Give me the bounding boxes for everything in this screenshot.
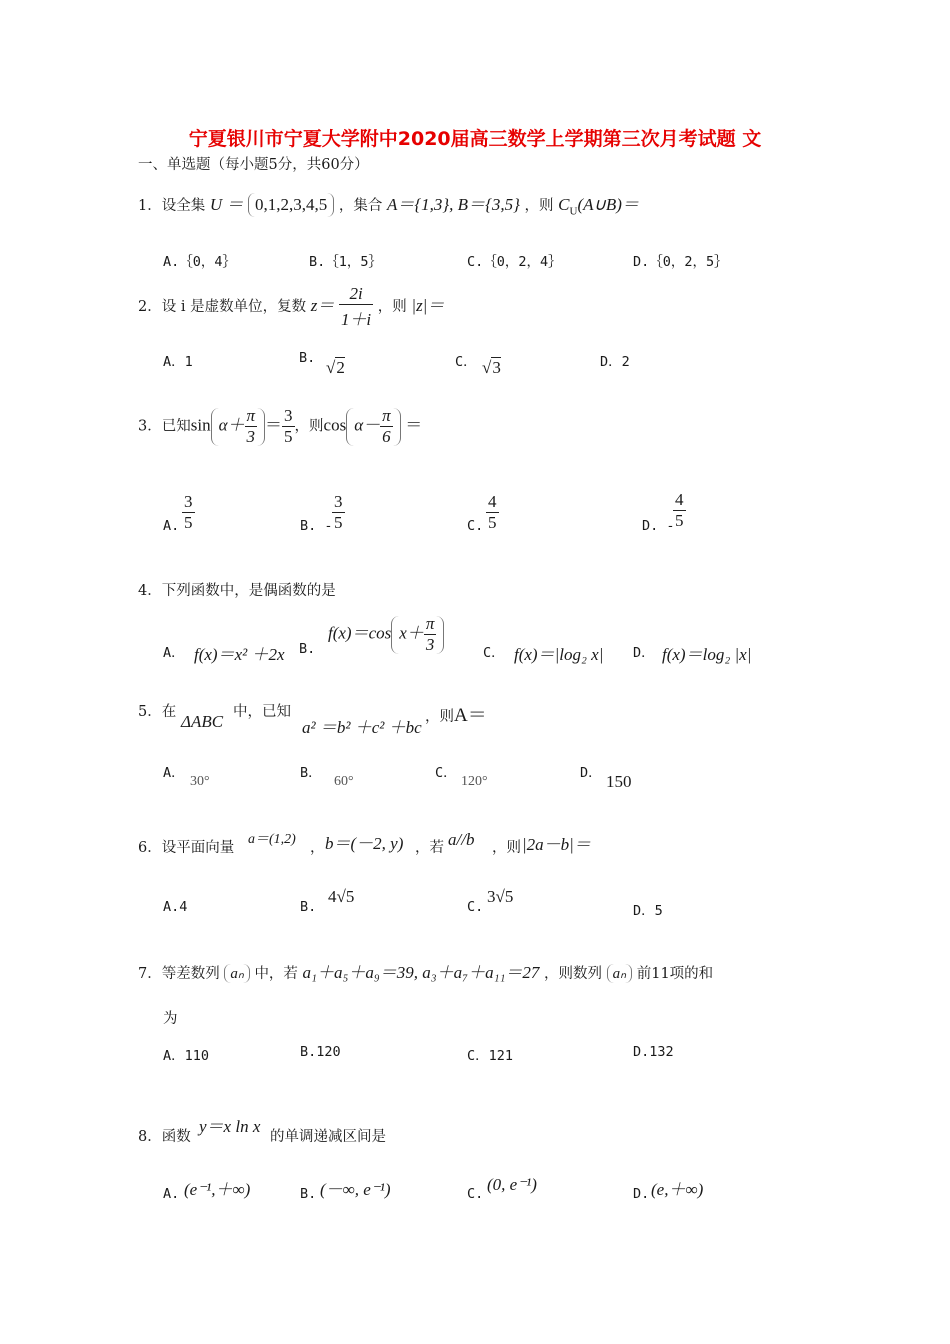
q3-then: ，则 [294,418,324,435]
question-2 [138,284,444,330]
q3-number: 3． [138,418,162,435]
q2-number: 2． [138,299,162,315]
q2-b-value: √2 [326,358,345,377]
q3-alpha-minus: α－ [354,415,381,435]
q7-option-b: B.120 [300,1044,341,1060]
q5-b-value: 60° [334,774,354,789]
q1-option-b: B.｛1，5｝ [309,254,383,270]
q3-a-fraction: $\frac{3}{5}$ [184,492,193,532]
q8-function: y＝x ln x [199,1117,261,1136]
q8-pre: 函数 [161,1129,191,1145]
q2-pre: 设 i 是虚数单位，复数 [161,299,307,315]
q3-tail: ＝ [405,415,423,435]
q4-option-d-expr: f(x)＝log₂ |x| [662,645,752,664]
q6-result: |2a－b|＝ [522,835,591,854]
q8-option-c: C. [467,1186,484,1202]
q7-option-d: D.132 [633,1044,674,1060]
q3-c-fraction: $\frac{4}{5}$ [488,492,497,532]
q2-option-a: A．1 [163,354,193,370]
q8-a-value: (e⁻¹,＋∞) [184,1180,251,1199]
q5-option-b: B． [300,765,322,781]
q4-option-c-expr: f(x)＝|log₂ x| [514,645,604,664]
q3-option-a: A. [163,518,180,534]
q6-b-value: 4√5 [328,887,355,906]
q5-c-value: 120° [461,774,488,789]
q8-tail: 的单调递减区间是 [270,1129,386,1145]
q7-sequence: aₙ [224,964,249,983]
q1-option-d: D.｛0，2，5｝ [633,254,728,270]
q3-d-fraction: $\frac{4}{5}$ [675,490,684,530]
q3-b-fraction: $\frac{3}{5}$ [334,492,343,532]
q7-number: 7． [138,966,162,982]
q3-option-c: C. [467,518,484,534]
q5-triangle: ΔABC [181,712,224,731]
q6-option-b: B. [300,899,317,915]
q4-option-a-label: A． [163,645,185,661]
q7-option-a: A．110 [163,1048,210,1064]
q5-a-value: 30° [190,774,210,789]
q6-if: ，若 [415,840,444,856]
q6-pre: 设平面向量 [161,840,235,856]
q8-number: 8． [138,1129,162,1145]
question-4 [138,579,336,600]
q6-number: 6． [138,840,162,856]
q4-option-d-label: D． [633,645,655,661]
q2-z: z＝ [310,296,335,315]
q1-option-c: C.｛0，2，4｝ [467,254,562,270]
q4-text: 下列函数中，是偶函数的是 [161,583,336,599]
section-heading: 一、单选题（每小题5分，共60分） [138,157,369,173]
q7-pre: 等差数列 [161,966,220,982]
q7-then: ，则数列 [544,966,603,982]
q1-pre: 设全集 [161,198,206,214]
q2-fraction: $\frac{2i}{1+i}$ [340,284,372,329]
q1-then: ，则 [524,198,554,214]
question-8 [138,1125,191,1146]
q7-equations: a₁＋a₅＋a₉＝39, a₃＋a₇＋a₁₁＝27 [302,963,540,982]
q1-uset: 0,1,2,3,4,5 [248,193,334,217]
q3-option-d: D. - [642,518,675,534]
question-5 [138,700,176,721]
q6-parallel: a//b [448,830,475,849]
q8-option-d: D. [633,1186,650,1202]
q7-option-c: C．121 [467,1048,514,1064]
q1-option-a: A.｛0，4｝ [163,254,237,270]
q3-pi-3: $\frac{\pi}{3}$ [246,406,256,446]
q7-sequence-2: aₙ [607,964,632,983]
q2-option-b: B. [299,350,316,366]
q3-pi-6: $\frac{\pi}{6}$ [382,406,391,446]
q2-option-c: C． [455,354,477,370]
q6-option-d: D．5 [633,903,663,919]
q3-cos: cos [323,415,347,435]
q8-d-value: (e,＋∞) [651,1180,704,1199]
q3-fraction: $\frac{3}{5}$ [284,406,293,446]
q3-option-b: B. - [300,518,333,534]
q4-option-a-expr: f(x)＝x² ＋2x [194,645,285,664]
question-1 [138,190,639,217]
q5-mid: 中，已知 [233,704,291,720]
q2-option-d: D．2 [600,354,630,370]
q4-option-c-label: C． [483,645,505,661]
q6-then: ，则 [492,840,521,856]
q4-option-b-expr: f(x)＝cos x＋ $\frac{\pi}{3}$ [328,614,444,655]
q1-u: U ＝ [209,195,244,214]
q8-c-value: (0, e⁻¹) [487,1175,537,1194]
q3-alpha-plus: α＋ [218,415,245,435]
q2-abs: |z|＝ [411,296,445,315]
q5-equation: a² ＝b² ＋c² ＋bc [302,718,422,737]
q6-c-value: 3√5 [487,887,514,906]
q6-vector-b: b＝(－2, y) [325,834,404,853]
q1-ab: A＝{1,3}, B＝{3,5} [386,195,520,214]
question-6 [138,836,234,857]
q8-option-a: A. [163,1186,180,1202]
q5-option-a: A． [163,765,185,781]
q5-option-c: C． [435,765,457,781]
q6-option-c: C. [467,899,484,915]
q3-sin: sin [190,415,211,435]
q6-sep: ， [310,840,325,856]
q6-vector-a: a＝(1,2) [248,832,296,847]
q7-mid: 中，若 [254,966,298,982]
q1-number: 1． [138,198,162,214]
q1-expr: (A∪B)＝ [577,195,639,214]
q5-number: 5． [138,704,162,720]
page-title: 宁夏银川市宁夏大学附中2020届高三数学上学期第三次月考试题 文 [188,128,762,150]
q2-c-value: √3 [482,358,501,377]
q8-b-value: (－∞, e⁻¹) [320,1180,391,1199]
q3-eq: ＝ [265,415,283,435]
q3-pre: 已知 [161,418,191,435]
q5-d-value: 150 [606,772,632,791]
q1-c: $C_U$ [558,195,578,218]
q1-mid: ，集合 [338,198,383,214]
question-3 [138,406,422,447]
q7-tail: 前11项的和 [636,966,714,982]
q5-pre: 在 [161,704,177,720]
q5-option-d: D． [580,765,602,781]
q7-tail-2: 为 [163,1011,178,1027]
question-7 [138,958,713,983]
q5-then: ，则A＝ [425,705,487,726]
q6-option-a: A.4 [163,899,188,915]
q4-number: 4． [138,583,162,599]
q2-then: ，则 [377,299,407,315]
q4-option-b-label: B. [299,641,316,657]
q8-option-b: B. [300,1186,317,1202]
